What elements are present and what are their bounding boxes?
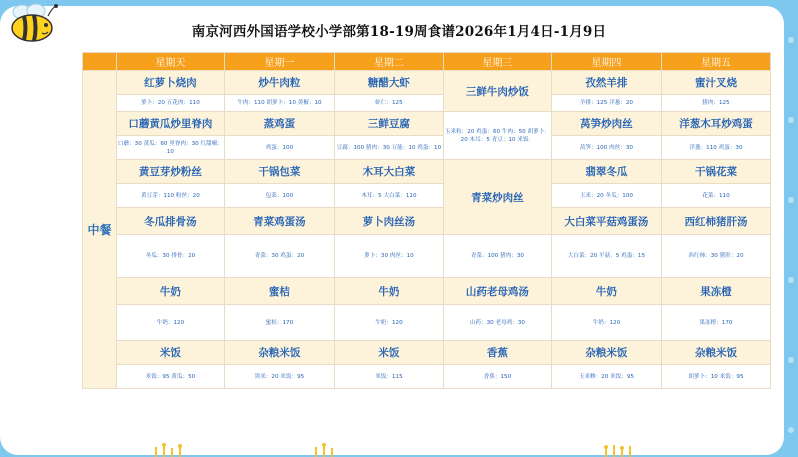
dish-cell: 杂粮米饭 <box>224 341 334 365</box>
ingredient-cell: 香蕉：150 <box>443 365 551 389</box>
ingredient-cell: 玉米：20 冬瓜：100 <box>551 184 661 208</box>
ingredient-cell: 萝卜：20 五花肉：110 <box>116 95 224 112</box>
dish-cell: 牛奶 <box>551 278 661 305</box>
dish-cell: 孜然羊排 <box>551 71 661 95</box>
ingredient-cell: 萝卜：30 肉丝：10 <box>334 235 443 278</box>
ingredient-cell: 牛奶：120 <box>334 305 443 341</box>
ingredient-cell: 黑米：20 米饭：95 <box>224 365 334 389</box>
ingredient-cell: 豆腐：100 猪肉：30 万能：10 鸡蛋：10 <box>334 136 443 160</box>
ingredient-cell: 包菜：100 <box>224 184 334 208</box>
dish-cell: 蒸鸡蛋 <box>224 112 334 136</box>
dish-cell: 糖醋大虾 <box>334 71 443 95</box>
page-title: 南京河西外国语学校小学部第18-19周食谱2026年1月4日-1月9日 <box>191 24 607 40</box>
ingredient-cell: 莴笋：100 肉丝：30 <box>551 136 661 160</box>
day-header: 星期一 <box>224 53 334 71</box>
ingredient-cell: 米饭：115 <box>334 365 443 389</box>
dish-cell: 口蘑黄瓜炒里脊肉 <box>116 112 224 136</box>
dish-cell: 木耳大白菜 <box>334 160 443 184</box>
flower-icon <box>310 443 350 457</box>
ingredient-cell: 洋葱：110 鸡蛋：30 <box>661 136 770 160</box>
ingredient-cell: 牛奶：120 <box>116 305 224 341</box>
menu-table <box>82 52 771 389</box>
dish-cell: 杂粮米饭 <box>661 341 770 365</box>
ingredient-cell: 蜜桔：170 <box>224 305 334 341</box>
ingredient-cell: 青菜：30 鸡蛋：20 <box>224 235 334 278</box>
ingredient-cell: 木耳：5 大白菜：110 <box>334 184 443 208</box>
ingredient-cell: 猪肉：125 <box>661 95 770 112</box>
dish-cell: 蜜桔 <box>224 278 334 305</box>
ingredient-cell: 虾仁：125 <box>334 95 443 112</box>
ingredient-cell: 胡萝卜：10 米饭：95 <box>661 365 770 389</box>
dish-cell: 红萝卜烧肉 <box>116 71 224 95</box>
ingredient-cell: 山药：30 老母鸡：30 <box>443 305 551 341</box>
ingredient-cell: 牛奶：120 <box>551 305 661 341</box>
dish-cell: 米饭 <box>334 341 443 365</box>
dish-cell: 杂粮米饭 <box>551 341 661 365</box>
ingredient-cell: 花菜：110 <box>661 184 770 208</box>
ingredient-cell: 西红柿：30 猪肝：20 <box>661 235 770 278</box>
dish-cell: 牛奶 <box>334 278 443 305</box>
dish-cell: 炒牛肉粒 <box>224 71 334 95</box>
dish-cell: 青菜鸡蛋汤 <box>224 208 334 235</box>
ingredient-cell: 玉米糁：20 米饭：95 <box>551 365 661 389</box>
dish-cell: 翡翠冬瓜 <box>551 160 661 184</box>
meal-label: 中餐 <box>83 71 117 389</box>
dish-cell: 大白菜平菇鸡蛋汤 <box>551 208 661 235</box>
dish-cell: 牛奶 <box>116 278 224 305</box>
flower-icon <box>150 443 190 457</box>
dish-cell: 香蕉 <box>443 341 551 365</box>
dish-cell: 山药老母鸡汤 <box>443 278 551 305</box>
dish-cell: 米饭 <box>116 341 224 365</box>
dish-cell: 莴笋炒肉丝 <box>551 112 661 136</box>
ingredient-cell: 青菜：100 猪肉：30 <box>443 235 551 278</box>
day-header: 星期天 <box>116 53 224 71</box>
ingredient-cell: 鸡蛋：100 <box>224 136 334 160</box>
dish-cell: 蜜汁叉烧 <box>661 71 770 95</box>
dish-cell: 冬瓜排骨汤 <box>116 208 224 235</box>
dish-cell: 黄豆芽炒粉丝 <box>116 160 224 184</box>
ingredient-cell: 冬瓜：30 排骨：20 <box>116 235 224 278</box>
day-header: 星期五 <box>661 53 770 71</box>
dish-cell: 青菜炒肉丝 <box>443 160 551 235</box>
day-header: 星期二 <box>334 53 443 71</box>
ingredient-cell: 果冻橙：170 <box>661 305 770 341</box>
ingredient-cell: 玉米粒：20 鸡蛋：60 牛肉：50 胡萝卜：20 木耳：5 青豆：10 米饭： <box>443 112 551 160</box>
dish-cell: 果冻橙 <box>661 278 770 305</box>
dish-cell: 洋葱木耳炒鸡蛋 <box>661 112 770 136</box>
day-header: 星期四 <box>551 53 661 71</box>
dish-cell: 萝卜肉丝汤 <box>334 208 443 235</box>
dish-cell: 西红柿猪肝汤 <box>661 208 770 235</box>
header-corner <box>83 53 117 71</box>
ingredient-cell: 大白菜：20 平菇：5 鸡蛋：15 <box>551 235 661 278</box>
dish-cell: 干锅花菜 <box>661 160 770 184</box>
ingredient-cell: 羊排：125 洋葱：20 <box>551 95 661 112</box>
ingredient-cell: 口蘑：30 黄瓜：60 里脊肉：30 红甜椒：10 <box>116 136 224 160</box>
flower-icon <box>600 443 640 457</box>
dish-cell: 三鲜豆腐 <box>334 112 443 136</box>
dish-cell: 干锅包菜 <box>224 160 334 184</box>
ingredient-cell: 黄豆芽：110 粉丝：20 <box>116 184 224 208</box>
ingredient-cell: 牛肉：110 胡萝卜：10 黄椒：10 <box>224 95 334 112</box>
day-header: 星期三 <box>443 53 551 71</box>
ingredient-cell: 米饭：95 黄瓜：50 <box>116 365 224 389</box>
dish-cell: 三鲜牛肉炒饭 <box>443 71 551 112</box>
